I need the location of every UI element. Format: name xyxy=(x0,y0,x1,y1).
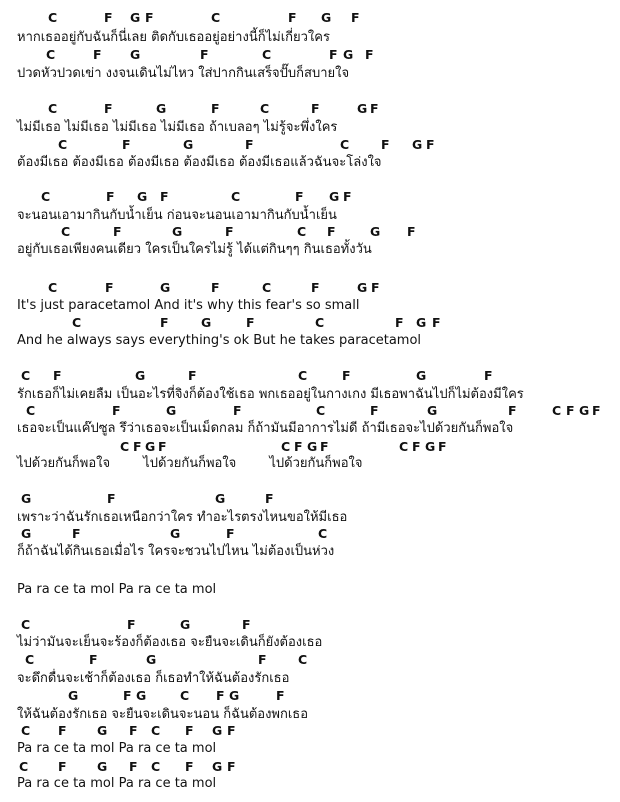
lyric-line: ให้ฉันต้องรักเธอ จะยืนจะเดินจะนอน ก็ฉันต้องพกเธอ xyxy=(17,707,309,722)
chord: F xyxy=(370,403,379,418)
lyric-line: And he always says everything's ok But he takes paracetamol xyxy=(17,333,422,348)
chord: G xyxy=(146,652,157,667)
chord: F xyxy=(294,439,303,454)
chord: F xyxy=(370,101,379,116)
chord: G xyxy=(229,688,240,703)
chord: C xyxy=(48,280,58,295)
chord: C xyxy=(72,315,82,330)
chord: C xyxy=(316,403,326,418)
chord: F xyxy=(311,101,320,116)
lyric-line: หากเธออยู่กับฉันก็นี่เลย ติดกับเธออยู่อย่างนี้ก็ไม่เกี่ยวใคร xyxy=(17,30,330,45)
chord: F xyxy=(225,224,234,239)
chord: F xyxy=(104,101,113,116)
chord: F xyxy=(105,280,114,295)
chord: C xyxy=(262,280,272,295)
chord: C xyxy=(19,759,29,774)
chord: C xyxy=(21,368,31,383)
chord: F xyxy=(371,280,380,295)
chord: C xyxy=(151,759,161,774)
lyric-line: ไม่ว่ามันจะเย็นจะร้องก็ต้องเธอ จะยืนจะเดินก็ยังต้องเธอ xyxy=(17,635,323,650)
chord: G xyxy=(416,315,427,330)
chord: F xyxy=(53,368,62,383)
chord: F xyxy=(158,439,167,454)
lyric-line: ต้องมีเธอ ต้องมีเธอ ต้องมีเธอ ต้องมีเธอ ต้องมีเธอแล้วฉันจะโล่งใจ xyxy=(17,155,382,170)
lyric-line: ก็ถ้าฉันได้กินเธอเมื่อไร ใครจะชวนไปไหน ไม่ต้องเป็นห่วง xyxy=(17,544,335,559)
lyric-line: จะดึกดื่นจะเช้าก็ต้องเธอ ก็เธอทำให้ฉันต้องรักเธอ xyxy=(17,671,290,686)
chord: G xyxy=(307,439,318,454)
chord: C xyxy=(298,368,308,383)
chord: G xyxy=(97,723,108,738)
lyric-line: เธอจะเป็นแค๊ปซูล รึว่าเธอจะเป็นเม็ดกลม ก็ถ้ามันมีอาการไม่ดี ถ้ามีเธอจะไปด้วยกันก็พอใจ xyxy=(17,421,514,436)
chord: F xyxy=(113,224,122,239)
chord: F xyxy=(258,652,267,667)
chord: G xyxy=(201,315,212,330)
lyric-line: Pa ra ce ta mol Pa ra ce ta mol xyxy=(17,741,217,756)
lyric-line: Pa ra ce ta mol Pa ra ce ta mol xyxy=(17,582,217,597)
chord: C xyxy=(151,723,161,738)
lyric-line: Pa ra ce ta mol Pa ra ce ta mol xyxy=(17,776,217,791)
chord: C xyxy=(21,617,31,632)
chord: G xyxy=(97,759,108,774)
lyric-line: It's just paracetamol And it's why this fear's so small xyxy=(17,298,360,313)
chord: G xyxy=(183,137,194,152)
chord: F xyxy=(123,688,132,703)
chord: F xyxy=(592,403,601,418)
chord: G xyxy=(21,491,32,506)
chord: G xyxy=(170,526,181,541)
chord: F xyxy=(104,10,113,25)
chord: G xyxy=(370,224,381,239)
chord: F xyxy=(295,189,304,204)
chord: F xyxy=(395,315,404,330)
chord: G xyxy=(172,224,183,239)
chord: F xyxy=(145,10,154,25)
chord: F xyxy=(327,224,336,239)
chord: G xyxy=(166,403,177,418)
chord: F xyxy=(127,617,136,632)
chord: C xyxy=(399,439,409,454)
chord: G xyxy=(130,47,141,62)
chord: F xyxy=(160,315,169,330)
chord: F xyxy=(438,439,447,454)
chord: F xyxy=(311,280,320,295)
chord: G xyxy=(156,101,167,116)
chord: C xyxy=(340,137,350,152)
chord: F xyxy=(200,47,209,62)
chord: F xyxy=(265,491,274,506)
chord: C xyxy=(58,137,68,152)
chord: C xyxy=(281,439,291,454)
chord: F xyxy=(381,137,390,152)
chord: F xyxy=(122,137,131,152)
chord: C xyxy=(46,47,56,62)
chord: C xyxy=(297,224,307,239)
chord: F xyxy=(484,368,493,383)
chord: C xyxy=(61,224,71,239)
chord: F xyxy=(245,137,254,152)
chord: F xyxy=(351,10,360,25)
chord: C xyxy=(180,688,190,703)
chord: G xyxy=(21,526,32,541)
chord: C xyxy=(21,723,31,738)
chord: G xyxy=(180,617,191,632)
lyric-line: รักเธอก็ไม่เคยลืม เป็นอะไรที่จิงก็ต้องใช้เธอ พกเธออยู่ในกางเกง มีเธอพาฉันไปก็ไม่ต้องมีใคร xyxy=(17,387,524,402)
chord: F xyxy=(133,439,142,454)
chord: C xyxy=(315,315,325,330)
chord: G xyxy=(135,368,146,383)
chord: C xyxy=(552,403,562,418)
chord: G xyxy=(137,189,148,204)
chord: F xyxy=(432,315,441,330)
lyric-line: จะนอนเอามากินกับน้ำเย็น ก่อนจะนอนเอามากินกับน้ำเย็น xyxy=(17,208,337,223)
chord: F xyxy=(89,652,98,667)
chord: F xyxy=(412,439,421,454)
chord: F xyxy=(320,439,329,454)
chord: F xyxy=(288,10,297,25)
chord: G xyxy=(412,137,423,152)
chord: F xyxy=(211,280,220,295)
chord: F xyxy=(185,759,194,774)
chord: G xyxy=(160,280,171,295)
chord: F xyxy=(566,403,575,418)
chord: F xyxy=(185,723,194,738)
chord: G xyxy=(130,10,141,25)
lyric-line: ไม่มีเธอ ไม่มีเธอ ไม่มีเธอ ไม่มีเธอ ถ้าเบลอๆ ไม่รู้จะพึ่งใคร xyxy=(17,120,338,135)
chord: G xyxy=(357,101,368,116)
chord: F xyxy=(242,617,251,632)
chord: C xyxy=(211,10,221,25)
chord: C xyxy=(318,526,328,541)
chord: F xyxy=(342,368,351,383)
chord: F xyxy=(72,526,81,541)
chord: F xyxy=(365,47,374,62)
chord: G xyxy=(579,403,590,418)
chord: G xyxy=(343,47,354,62)
chord: C xyxy=(25,652,35,667)
chord: F xyxy=(112,403,121,418)
chord: G xyxy=(416,368,427,383)
chord: G xyxy=(68,688,79,703)
chord: F xyxy=(129,723,138,738)
chord: C xyxy=(48,101,58,116)
chord: G xyxy=(425,439,436,454)
chord: G xyxy=(329,189,340,204)
chord: G xyxy=(136,688,147,703)
chord: F xyxy=(226,526,235,541)
chord: F xyxy=(329,47,338,62)
chord: G xyxy=(357,280,368,295)
chord: F xyxy=(343,189,352,204)
chord: F xyxy=(129,759,138,774)
lyric-line: ไปด้วยกันก็พอใจ ไปด้วยกันก็พอใจ ไปด้วยกันก็พอใจ xyxy=(17,456,363,471)
chord: G xyxy=(321,10,332,25)
chord: F xyxy=(58,723,67,738)
chord: C xyxy=(298,652,308,667)
chord: C xyxy=(262,47,272,62)
chord: F xyxy=(276,688,285,703)
chord: F xyxy=(233,403,242,418)
chord: F xyxy=(508,403,517,418)
chord: C xyxy=(48,10,58,25)
chord: C xyxy=(260,101,270,116)
chord: F xyxy=(246,315,255,330)
chord: F xyxy=(188,368,197,383)
chord: F xyxy=(407,224,416,239)
chord: F xyxy=(107,491,116,506)
chord: G xyxy=(427,403,438,418)
chord: F xyxy=(160,189,169,204)
chord: G xyxy=(212,723,223,738)
chord: F xyxy=(227,759,236,774)
lyric-line: อยู่กับเธอเพียงคนเดียว ใครเป็นใครไม่รู้ ได้แต่กินๆๆ กินเธอทั้งวัน xyxy=(17,242,372,257)
chord: F xyxy=(216,688,225,703)
lyric-line: เพราะว่าฉันรักเธอเหนือกว่าใคร ทำอะไรตรงไหนขอให้มีเธอ xyxy=(17,510,348,525)
chord: F xyxy=(58,759,67,774)
chord: F xyxy=(227,723,236,738)
chord: G xyxy=(145,439,156,454)
chord: C xyxy=(41,189,51,204)
chord: F xyxy=(93,47,102,62)
chord: C xyxy=(231,189,241,204)
lyric-line: ปวดหัวปวดเข่า งงจนเดินไม่ไหว ใส่ปากกินเสร็จปั๊บก็สบายใจ xyxy=(17,66,350,81)
chord: F xyxy=(426,137,435,152)
chord: G xyxy=(215,491,226,506)
chord: C xyxy=(120,439,130,454)
chord: G xyxy=(212,759,223,774)
chord: F xyxy=(211,101,220,116)
chord: C xyxy=(26,403,36,418)
chord: F xyxy=(106,189,115,204)
